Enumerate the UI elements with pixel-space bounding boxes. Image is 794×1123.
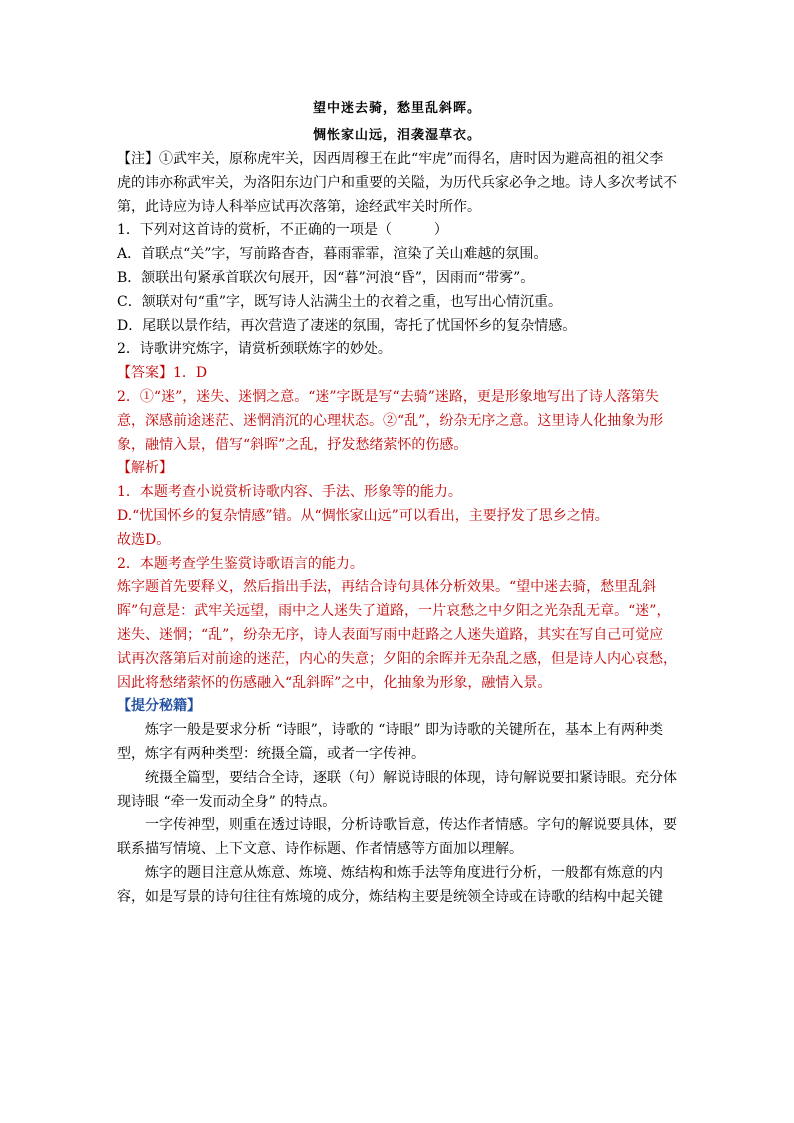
option-d: D．尾联以景作结，再次营造了凄迷的氛围，寄托了忧国怀乡的复杂情感。 xyxy=(117,317,577,334)
answer-line xyxy=(117,362,677,386)
option-c: C．颔联对句“重”字，既写诗人沾满尘土的衣着之重，也写出心情沉重。 xyxy=(117,293,563,310)
question-2: 2．诗歌讲究炼字，请赏析颈联炼字的妙处。 xyxy=(117,341,392,358)
tips-p3: 一字传神型，则重在透过诗眼，分析诗歌旨意，传达作者情感。字句的解说要具体，要联系描写情境、上下文意、诗作标题、作者情感等方面加以理解。 xyxy=(117,817,677,858)
poem-line-1: 望中迷去骑，愁里乱斜晖。 xyxy=(312,101,481,116)
answer-label: 【答案】 xyxy=(117,365,173,382)
tips-label: 【提分秘籍】 xyxy=(117,698,201,715)
analysis-p1: 1．本题考查小说赏析诗歌内容、手法、形象等的能力。 xyxy=(117,484,462,501)
tips-p2: 统摄全篇型，要结合全诗，逐联（句）解说诗眼的体现，诗句解说要扣紧诗眼。充分体现诗眼 “牵一发而动全身” 的特点。 xyxy=(117,769,677,810)
analysis-label: 【解析】 xyxy=(117,460,173,477)
document-body xyxy=(117,148,677,910)
analysis-p3: 故选D。 xyxy=(117,531,171,548)
answer-2: 2．①“迷”，迷失、迷惘之意。“迷”字既是写“去骑”迷路，更是形象地写出了诗人落第失意，深感前途迷茫、迷惘消沉的心理状态。②“乱”，纷杂无序之意。这里诗人化抽象为形象，融情入景，借写“斜晖”之乱，抒发愁绪萦怀的伤感。 xyxy=(117,388,664,453)
question-1: 1．下列对这首诗的赏析，不正确的一项是（ ） xyxy=(117,222,448,239)
answer-1: 1．D xyxy=(173,365,208,382)
analysis-p2: D.“忧国怀乡的复杂情感”错。从“惆怅家山远”可以看出，主要抒发了思乡之情。 xyxy=(117,507,609,524)
analysis-p5: 炼字题首先要释义，然后指出手法，再结合诗句具体分析效果。“望中迷去骑，愁里乱斜晖”句意是：武牢关远望，雨中之人迷失了道路，一片哀愁之中夕阳之光杂乱无章。“迷”，迷失、迷惘；“乱”，纷杂无序，诗人表面写雨中赶路之人迷失道路，其实在写自己可觉应试再次落第后对前途的迷茫，内心的失意；夕阳的余晖并无杂乱之感，但是诗人内心哀愁，因此将愁绪萦怀的伤感融入“乱斜晖”之中，化抽象为形象，融情入景。 xyxy=(117,579,677,691)
tips-p1: 炼字一般是要求分析 “诗眼”，诗歌的 “诗眼” 即为诗歌的关键所在，基本上有两种类型，炼字有两种类型：统摄全篇，或者一字传神。 xyxy=(117,722,663,762)
option-b: B．颔联出句紧承首联次句展开，因“暮”河浪“昏”，因雨而“带雾”。 xyxy=(117,269,535,286)
option-a: A．首联点“关”字，写前路杳杳，暮雨霏霏，渲染了关山难越的氛围。 xyxy=(117,246,548,263)
note-paragraph xyxy=(117,148,677,219)
analysis-p4: 2．本题考查学生鉴赏诗歌语言的能力。 xyxy=(117,555,364,572)
tips-p4: 炼字的题目注意从炼意、炼境、炼结构和炼手法等角度进行分析，一般都有炼意的内容，如是写景的诗句往往有炼境的成分，炼结构主要是统领全诗或在诗歌的结构中起关键 xyxy=(117,864,663,905)
poem-line-2: 惆怅家山远，泪袭湿草衣。 xyxy=(312,128,481,143)
note-text: ①武牢关，原称虎牢关，因西周穆王在此“牢虎”而得名，唐时因为避高祖的祖父李虎的讳亦称武牢关，为洛阳东边门户和重要的关隘，为历代兵家必争之地。诗人多次考试不第，此诗应为诗人科举应试再次落第，途经武牢关时所作。 xyxy=(117,151,677,215)
note-label: 【注】 xyxy=(117,151,159,167)
